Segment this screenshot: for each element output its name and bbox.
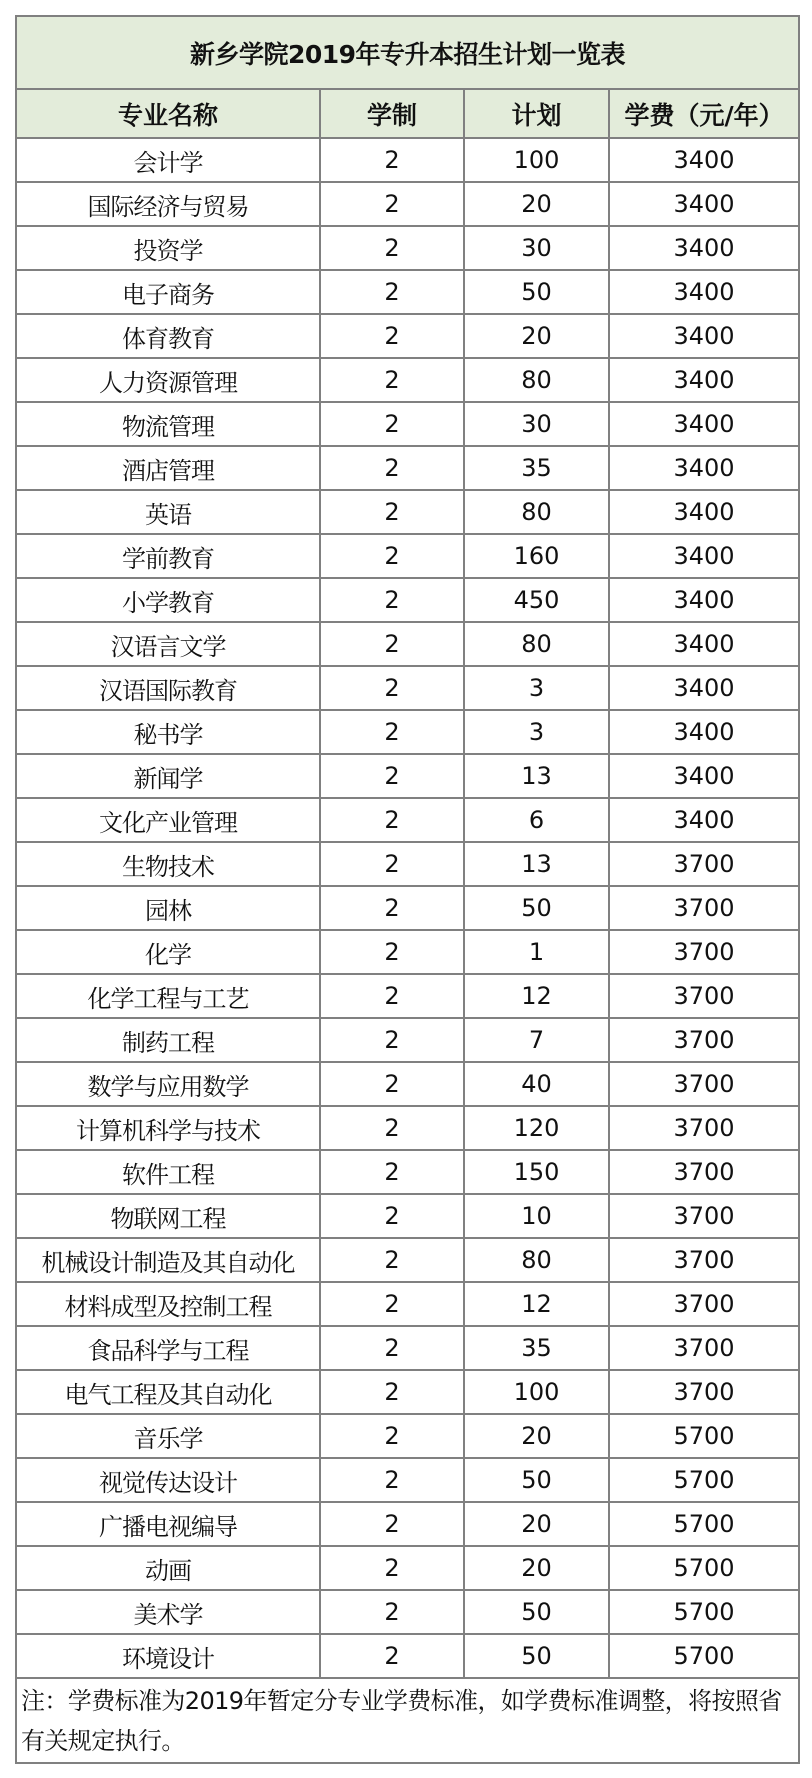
cell-plan: 7	[464, 1018, 609, 1062]
cell-major: 酒店管理	[16, 446, 320, 490]
cell-tuition: 5700	[609, 1546, 799, 1590]
cell-major: 美术学	[16, 1590, 320, 1634]
cell-duration: 2	[320, 930, 464, 974]
cell-major: 园林	[16, 886, 320, 930]
table-row	[16, 358, 799, 402]
cell-major: 英语	[16, 490, 320, 534]
cell-tuition: 3700	[609, 930, 799, 974]
cell-duration: 2	[320, 314, 464, 358]
table-row	[16, 446, 799, 490]
cell-tuition: 3400	[609, 754, 799, 798]
footnote: 注：学费标准为2019年暂定分专业学费标准，如学费标准调整，将按照省有关规定执行。	[16, 1678, 799, 1763]
cell-plan: 20	[464, 1546, 609, 1590]
cell-plan: 50	[464, 270, 609, 314]
table-row	[16, 666, 799, 710]
cell-duration: 2	[320, 1370, 464, 1414]
cell-plan: 50	[464, 1458, 609, 1502]
cell-tuition: 5700	[609, 1414, 799, 1458]
cell-duration: 2	[320, 1238, 464, 1282]
cell-major: 软件工程	[16, 1150, 320, 1194]
cell-plan: 20	[464, 182, 609, 226]
cell-major: 材料成型及控制工程	[16, 1282, 320, 1326]
cell-plan: 50	[464, 1634, 609, 1678]
table-row	[16, 1326, 799, 1370]
table-row	[16, 534, 799, 578]
table-row	[16, 182, 799, 226]
cell-tuition: 5700	[609, 1502, 799, 1546]
cell-duration: 2	[320, 710, 464, 754]
cell-duration: 2	[320, 842, 464, 886]
cell-tuition: 5700	[609, 1634, 799, 1678]
cell-duration: 2	[320, 358, 464, 402]
cell-plan: 10	[464, 1194, 609, 1238]
table-row	[16, 1018, 799, 1062]
table-row	[16, 1194, 799, 1238]
cell-duration: 2	[320, 270, 464, 314]
cell-duration: 2	[320, 622, 464, 666]
table-row	[16, 754, 799, 798]
table-body	[16, 138, 799, 1678]
cell-plan: 50	[464, 886, 609, 930]
cell-major: 视觉传达设计	[16, 1458, 320, 1502]
cell-duration: 2	[320, 666, 464, 710]
cell-tuition: 3400	[609, 578, 799, 622]
table-row	[16, 270, 799, 314]
cell-tuition: 3400	[609, 710, 799, 754]
table-row	[16, 1590, 799, 1634]
cell-major: 化学工程与工艺	[16, 974, 320, 1018]
cell-tuition: 3700	[609, 1150, 799, 1194]
cell-tuition: 3400	[609, 402, 799, 446]
table-row	[16, 1634, 799, 1678]
cell-major: 物联网工程	[16, 1194, 320, 1238]
cell-duration: 2	[320, 578, 464, 622]
table-row	[16, 1150, 799, 1194]
cell-plan: 35	[464, 1326, 609, 1370]
table-row	[16, 1458, 799, 1502]
cell-major: 音乐学	[16, 1414, 320, 1458]
cell-plan: 160	[464, 534, 609, 578]
cell-duration: 2	[320, 1414, 464, 1458]
cell-duration: 2	[320, 226, 464, 270]
cell-tuition: 3700	[609, 842, 799, 886]
cell-duration: 2	[320, 534, 464, 578]
cell-duration: 2	[320, 1546, 464, 1590]
column-header-plan: 计划	[464, 89, 609, 138]
title-row	[16, 16, 799, 89]
cell-plan: 30	[464, 402, 609, 446]
table-row	[16, 402, 799, 446]
cell-duration: 2	[320, 402, 464, 446]
table-row	[16, 1502, 799, 1546]
cell-tuition: 3400	[609, 182, 799, 226]
column-header-tuition: 学费（元/年）	[609, 89, 799, 138]
cell-tuition: 3400	[609, 534, 799, 578]
cell-tuition: 3400	[609, 490, 799, 534]
cell-plan: 3	[464, 710, 609, 754]
table-row	[16, 1370, 799, 1414]
column-header-major: 专业名称	[16, 89, 320, 138]
cell-major: 化学	[16, 930, 320, 974]
cell-plan: 20	[464, 1502, 609, 1546]
cell-plan: 20	[464, 1414, 609, 1458]
cell-tuition: 3400	[609, 622, 799, 666]
cell-plan: 35	[464, 446, 609, 490]
cell-duration: 2	[320, 1106, 464, 1150]
cell-major: 会计学	[16, 138, 320, 182]
cell-major: 体育教育	[16, 314, 320, 358]
cell-tuition: 3400	[609, 446, 799, 490]
cell-major: 秘书学	[16, 710, 320, 754]
cell-plan: 100	[464, 138, 609, 182]
cell-duration: 2	[320, 1502, 464, 1546]
cell-major: 文化产业管理	[16, 798, 320, 842]
cell-duration: 2	[320, 1018, 464, 1062]
cell-plan: 150	[464, 1150, 609, 1194]
cell-major: 新闻学	[16, 754, 320, 798]
cell-major: 汉语言文学	[16, 622, 320, 666]
cell-major: 数学与应用数学	[16, 1062, 320, 1106]
enrollment-plan-table	[15, 15, 800, 1764]
cell-plan: 3	[464, 666, 609, 710]
table-row	[16, 842, 799, 886]
cell-major: 学前教育	[16, 534, 320, 578]
cell-major: 物流管理	[16, 402, 320, 446]
table-row	[16, 710, 799, 754]
cell-tuition: 3400	[609, 798, 799, 842]
cell-plan: 40	[464, 1062, 609, 1106]
cell-tuition: 3700	[609, 974, 799, 1018]
table-row	[16, 1546, 799, 1590]
cell-duration: 2	[320, 182, 464, 226]
cell-plan: 13	[464, 842, 609, 886]
cell-plan: 13	[464, 754, 609, 798]
cell-plan: 80	[464, 358, 609, 402]
cell-plan: 100	[464, 1370, 609, 1414]
cell-plan: 1	[464, 930, 609, 974]
cell-major: 电气工程及其自动化	[16, 1370, 320, 1414]
cell-duration: 2	[320, 1634, 464, 1678]
table-row	[16, 798, 799, 842]
cell-duration: 2	[320, 1194, 464, 1238]
cell-plan: 80	[464, 1238, 609, 1282]
cell-plan: 30	[464, 226, 609, 270]
cell-major: 环境设计	[16, 1634, 320, 1678]
cell-tuition: 5700	[609, 1458, 799, 1502]
cell-major: 生物技术	[16, 842, 320, 886]
table-row	[16, 138, 799, 182]
cell-tuition: 3400	[609, 226, 799, 270]
cell-duration: 2	[320, 1282, 464, 1326]
cell-major: 小学教育	[16, 578, 320, 622]
cell-duration: 2	[320, 1590, 464, 1634]
table-row	[16, 314, 799, 358]
table-row	[16, 1106, 799, 1150]
column-header-duration: 学制	[320, 89, 464, 138]
table-row	[16, 886, 799, 930]
table-row	[16, 1282, 799, 1326]
cell-major: 食品科学与工程	[16, 1326, 320, 1370]
cell-major: 电子商务	[16, 270, 320, 314]
cell-plan: 20	[464, 314, 609, 358]
cell-plan: 80	[464, 490, 609, 534]
cell-plan: 450	[464, 578, 609, 622]
cell-duration: 2	[320, 446, 464, 490]
cell-plan: 80	[464, 622, 609, 666]
cell-tuition: 3700	[609, 1238, 799, 1282]
table-row	[16, 490, 799, 534]
cell-major: 机械设计制造及其自动化	[16, 1238, 320, 1282]
table-row	[16, 622, 799, 666]
table-row	[16, 226, 799, 270]
cell-tuition: 3700	[609, 1018, 799, 1062]
cell-duration: 2	[320, 138, 464, 182]
cell-duration: 2	[320, 798, 464, 842]
cell-plan: 6	[464, 798, 609, 842]
table-row	[16, 974, 799, 1018]
cell-duration: 2	[320, 974, 464, 1018]
table-row	[16, 1238, 799, 1282]
cell-duration: 2	[320, 1326, 464, 1370]
cell-tuition: 3700	[609, 1106, 799, 1150]
cell-major: 广播电视编导	[16, 1502, 320, 1546]
cell-plan: 120	[464, 1106, 609, 1150]
cell-major: 动画	[16, 1546, 320, 1590]
cell-major: 国际经济与贸易	[16, 182, 320, 226]
cell-duration: 2	[320, 1458, 464, 1502]
cell-tuition: 3400	[609, 314, 799, 358]
table-row	[16, 930, 799, 974]
table-row	[16, 1414, 799, 1458]
cell-major: 人力资源管理	[16, 358, 320, 402]
cell-duration: 2	[320, 1062, 464, 1106]
cell-tuition: 3700	[609, 1326, 799, 1370]
cell-major: 制药工程	[16, 1018, 320, 1062]
table-row	[16, 1062, 799, 1106]
cell-duration: 2	[320, 754, 464, 798]
cell-tuition: 3400	[609, 270, 799, 314]
table-row	[16, 578, 799, 622]
cell-tuition: 3400	[609, 358, 799, 402]
cell-tuition: 5700	[609, 1590, 799, 1634]
cell-plan: 12	[464, 974, 609, 1018]
cell-tuition: 3700	[609, 1282, 799, 1326]
cell-duration: 2	[320, 1150, 464, 1194]
cell-tuition: 3400	[609, 666, 799, 710]
cell-major: 汉语国际教育	[16, 666, 320, 710]
cell-tuition: 3700	[609, 1062, 799, 1106]
cell-major: 计算机科学与技术	[16, 1106, 320, 1150]
cell-plan: 12	[464, 1282, 609, 1326]
header-row	[16, 89, 799, 138]
cell-tuition: 3700	[609, 1194, 799, 1238]
cell-major: 投资学	[16, 226, 320, 270]
cell-duration: 2	[320, 490, 464, 534]
table-title: 新乡学院2019年专升本招生计划一览表	[16, 16, 799, 89]
cell-plan: 50	[464, 1590, 609, 1634]
note-row	[16, 1678, 799, 1763]
cell-tuition: 3400	[609, 138, 799, 182]
cell-tuition: 3700	[609, 1370, 799, 1414]
cell-tuition: 3700	[609, 886, 799, 930]
cell-duration: 2	[320, 886, 464, 930]
